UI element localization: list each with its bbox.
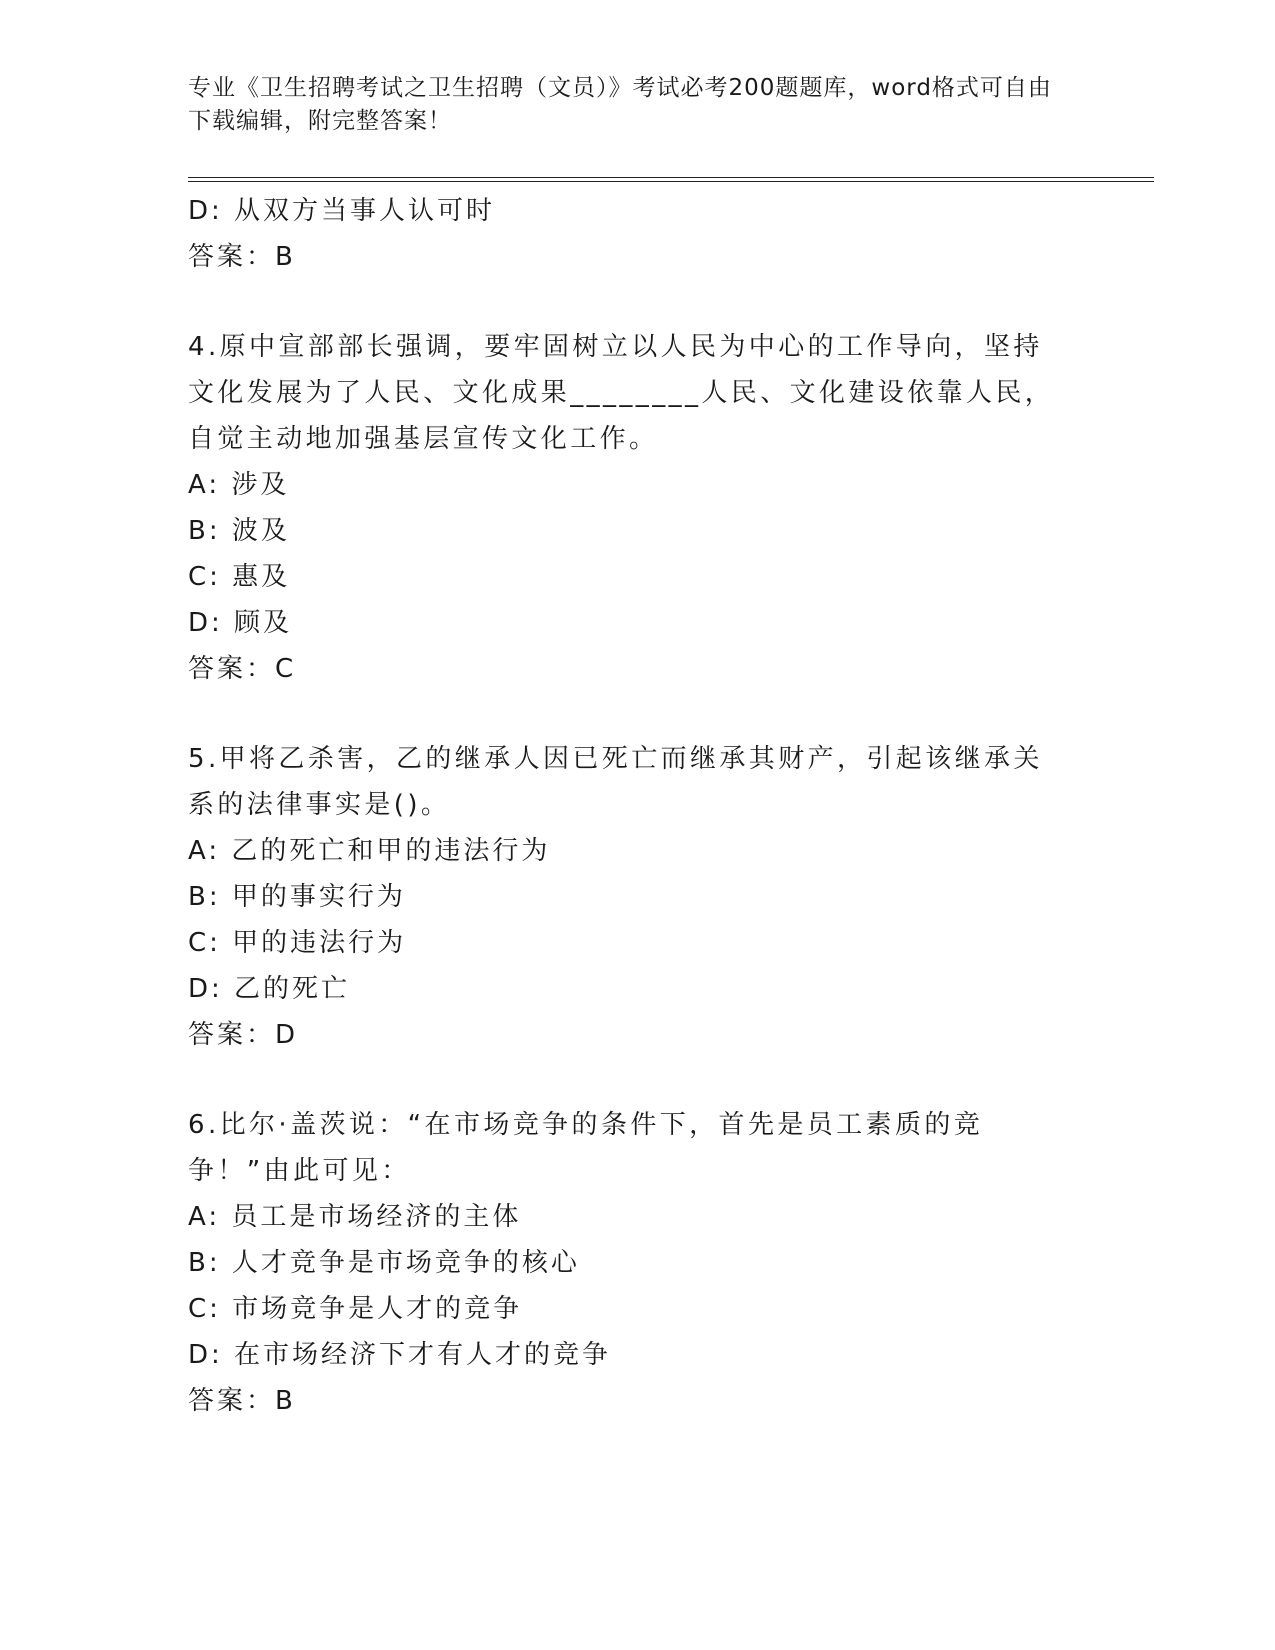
question-4-option-a: A: 涉及 <box>188 470 290 500</box>
question-6-option-b: B: 人才竞争是市场竞争的核心 <box>188 1248 580 1278</box>
question-4-option-d: D: 顾及 <box>188 608 293 638</box>
prev-answer: 答案：B <box>188 242 296 272</box>
question-4-option-c: C: 惠及 <box>188 562 291 592</box>
question-4-stem: 4.原中宣部部长强调，要牢固树立以人民为中心的工作导向，坚持文化发展为了人民、文化成果________人民、文化建设依靠人民，自觉主动地加强基层宣传文化工作。 <box>188 332 1055 454</box>
question-5-option-c: C: 甲的违法行为 <box>188 928 407 958</box>
page-header: 专业《卫生招聘考试之卫生招聘（文员）》考试必考200题题库，word格式可自由下载编辑，附完整答案！ <box>188 75 1052 134</box>
header-divider <box>188 177 1154 182</box>
question-6-option-d: D: 在市场经济下才有人才的竞争 <box>188 1340 612 1370</box>
question-4-option-b: B: 波及 <box>188 516 290 546</box>
question-6-stem: 6.比尔·盖茨说：“在市场竞争的条件下，首先是员工素质的竞争！”由此可见： <box>188 1110 984 1186</box>
question-5-option-a: A: 乙的死亡和甲的违法行为 <box>188 836 551 866</box>
question-5-option-d: D: 乙的死亡 <box>188 974 351 1004</box>
question-6-option-a: A: 员工是市场经济的主体 <box>188 1202 522 1232</box>
question-5-answer: 答案：D <box>188 1020 299 1050</box>
question-5-option-b: B: 甲的事实行为 <box>188 882 406 912</box>
question-5-stem: 5.甲将乙杀害，乙的继承人因已死亡而继承其财产，引起该继承关系的法律事实是()。 <box>188 744 1043 820</box>
question-content <box>188 188 1068 1424</box>
question-4-answer: 答案：C <box>188 654 297 684</box>
question-6-option-c: C: 市场竞争是人才的竞争 <box>188 1294 523 1324</box>
question-6-answer: 答案：B <box>188 1386 296 1416</box>
prev-option-d: D: 从双方当事人认可时 <box>188 196 496 226</box>
